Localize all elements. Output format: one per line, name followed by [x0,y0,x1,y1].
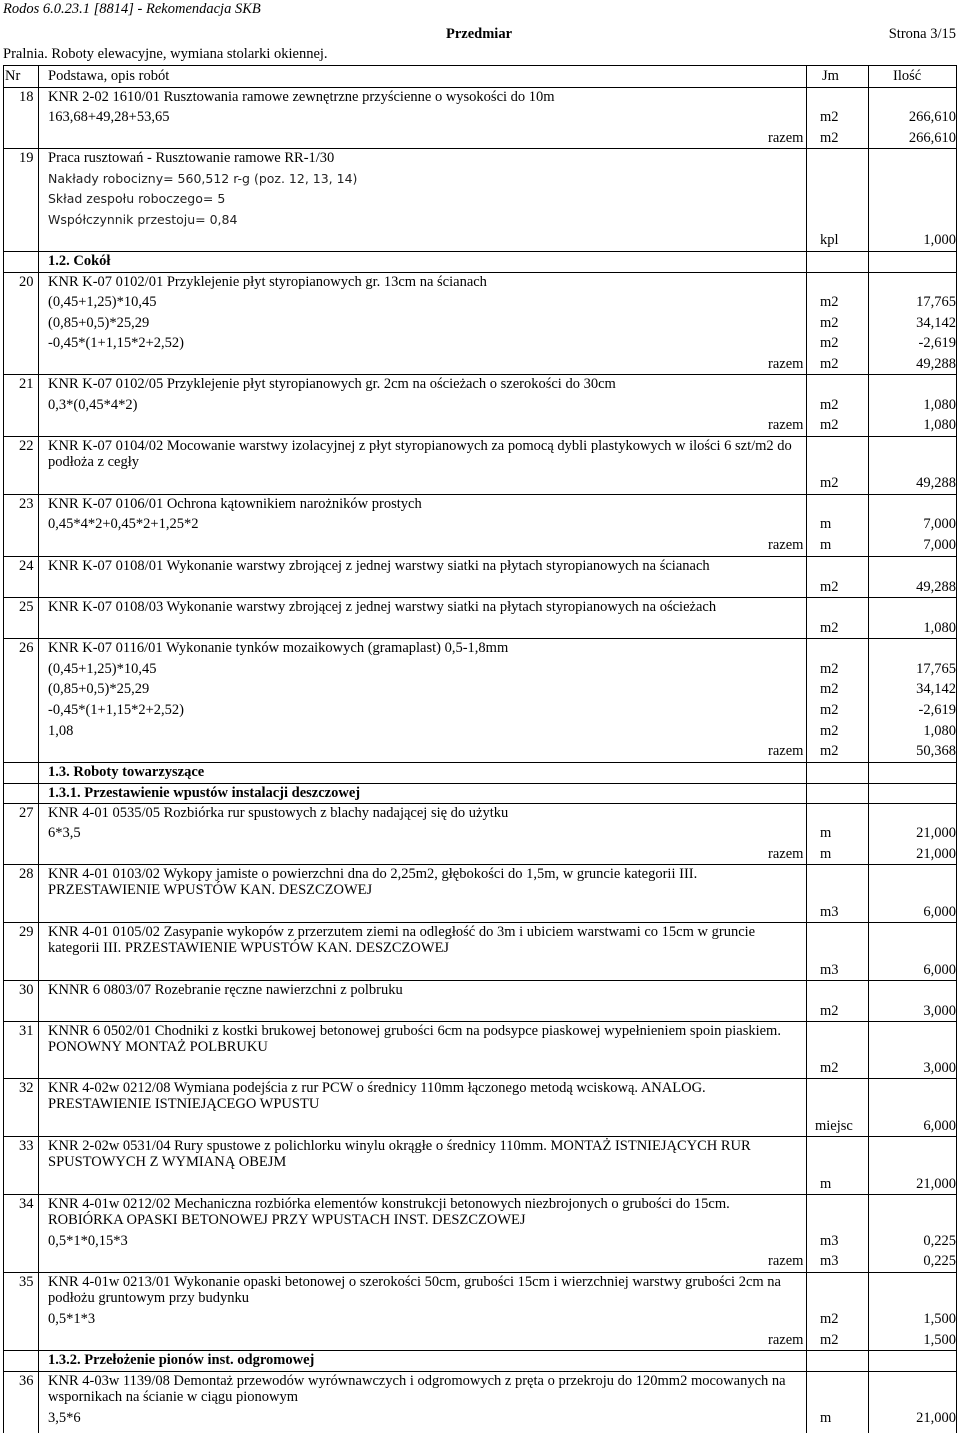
item-number: 24 [19,558,34,574]
row-separator [3,980,956,981]
quantity-value: 0,225 [923,1233,956,1249]
row-separator [3,436,956,437]
item-number: 35 [19,1274,34,1290]
calc-expression: 0,5*1*0,15*3 [48,1233,128,1249]
item-number: 23 [19,496,34,512]
item-description: KNR K-07 0116/01 Wykonanie tynków mozaikowych (gramaplast) 0,5-1,8mm [48,640,509,656]
unit-value: m3 [820,1233,839,1249]
total-label: razem [768,417,804,433]
quantity-value: 7,000 [923,537,956,553]
unit-value: m2 [820,681,839,697]
quantity-value: 1,500 [923,1332,956,1348]
unit-value: m2 [820,315,839,331]
column-border [806,65,807,1433]
section-title: 1.3.2. Przełożenie pionów inst. odgromowej [48,1352,315,1368]
item-description-continued: podłoża z cegły [48,454,139,470]
item-description: KNR 4-01w 0213/01 Wykonanie opaski betonowej o szerokości 50cm, grubości 15cm i wierzchniej warstwy grubości 2cm na [48,1274,781,1290]
item-description: KNR K-07 0102/05 Przyklejenie płyt styropianowych gr. 2cm na ościeżach o szerokości do 30cm [48,376,616,392]
unit-value: m2 [820,109,839,125]
item-number: 26 [19,640,34,656]
row-separator [3,1021,956,1022]
calc-expression: (0,85+0,5)*25,29 [48,315,150,331]
unit-value: m2 [820,294,839,310]
quantity-value: 34,142 [916,315,956,331]
calc-expression: -0,45*(1+1,15*2+2,52) [48,335,184,351]
quantity-value: 6,000 [923,962,956,978]
calc-expression: 0,3*(0,45*4*2) [48,397,138,413]
row-separator [3,638,956,639]
row-separator [3,251,956,252]
total-label: razem [768,537,804,553]
row-separator [3,1272,956,1273]
col-jm-header: Jm [822,68,839,84]
quantity-value: 3,000 [923,1060,956,1076]
item-number: 22 [19,438,34,454]
unit-value: m [820,1410,832,1426]
unit-value: m2 [820,1332,839,1348]
section-title: 1.2. Cokół [48,253,111,269]
item-description: KNR K-07 0104/02 Mocowanie warstwy izolacyjnej z płyt styropianowych za pomocą dybli plastykowych w ilości 6 szt/m2 do [48,438,792,454]
item-number: 19 [19,150,34,166]
unit-value: m3 [820,904,839,920]
section-title: 1.3.1. Przestawienie wpustów instalacji deszczowej [48,785,361,801]
quantity-value: 1,080 [923,397,956,413]
quantity-value: 21,000 [916,1176,956,1192]
column-border [3,65,4,1433]
unit-value: m2 [820,417,839,433]
row-separator [3,272,956,273]
unit-value: m2 [820,661,839,677]
item-number: 31 [19,1023,34,1039]
unit-value: miejsc [815,1118,853,1134]
unit-value: m [820,516,832,532]
row-separator [3,374,956,375]
row-separator [3,494,956,495]
calc-expression: 6*3,5 [48,825,81,841]
item-description: KNR 4-01w 0212/02 Mechaniczna rozbiórka elementów konstrukcji betonowych niezbrojonych o grubości do 15cm. [48,1196,730,1212]
item-number: 34 [19,1196,34,1212]
quantity-value: 7,000 [923,516,956,532]
quantity-value: 49,288 [916,356,956,372]
quantity-value: 0,225 [923,1253,956,1269]
row-separator [3,864,956,865]
item-note: Skład zespołu roboczego= 5 [48,191,226,206]
quantity-value: 6,000 [923,904,956,920]
item-description: KNR 2-02w 0531/04 Rury spustowe z polichlorku winylu okrągłe o średnicy 110mm. MONTAŻ ISTNIEJĄCYCH RUR [48,1138,751,1154]
item-description: Praca rusztowań - Rusztowanie ramowe RR-1/30 [48,150,335,166]
row-separator [3,1350,956,1351]
calc-expression: 0,45*4*2+0,45*2+1,25*2 [48,516,199,532]
item-number: 32 [19,1080,34,1096]
document-subtitle: Pralnia. Roboty elewacyjne, wymiana stolarki okiennej. [3,46,328,62]
page-number: Strona 3/15 [888,26,956,42]
item-description: KNR 4-01 0103/02 Wykopy jamiste o powierzchni dna do 2,25m2, głębokości do 1,5m, w gruncie kategorii III. [48,866,698,882]
quantity-value: 21,000 [916,825,956,841]
unit-value: m2 [820,335,839,351]
item-number: 27 [19,805,34,821]
row-separator [3,922,956,923]
item-number: 20 [19,274,34,290]
item-description: KNR K-07 0106/01 Ochrona kątownikiem narożników prostych [48,496,422,512]
item-description: KNNR 6 0803/07 Rozebranie ręczne nawierzchni z polbruku [48,982,403,998]
calc-expression: 163,68+49,28+53,65 [48,109,170,125]
quantity-value: 1,000 [923,232,956,248]
item-description: KNR K-07 0102/01 Przyklejenie płyt styropianowych gr. 13cm na ścianach [48,274,487,290]
quantity-value: 50,368 [916,743,956,759]
row-separator [3,762,956,763]
item-number: 21 [19,376,34,392]
quantity-value: 1,080 [923,417,956,433]
document-title: Przedmiar [446,26,513,42]
quantity-value: 17,765 [916,661,956,677]
row-separator [3,597,956,598]
item-description-continued: PRZESTAWIENIE WPUSTÓW KAN. DESZCZOWEJ [48,882,373,898]
unit-value: m3 [820,1253,839,1269]
unit-value: m2 [820,702,839,718]
item-description: KNNR 6 0502/01 Chodniki z kostki brukowej betonowej grubości 6cm na podsypce piaskowej wypełnieniem spoin piaskiem. [48,1023,781,1039]
item-number: 25 [19,599,34,615]
quantity-value: 49,288 [916,475,956,491]
section-title: 1.3. Roboty towarzyszące [48,764,205,780]
item-number: 33 [19,1138,34,1154]
row-separator [3,87,956,88]
unit-value: m2 [820,579,839,595]
unit-value: kpl [820,232,839,248]
unit-value: m [820,825,832,841]
quantity-value: -2,619 [918,702,956,718]
total-label: razem [768,846,804,862]
item-description-continued: PONOWNY MONTAŻ POLBRUKU [48,1039,268,1055]
total-label: razem [768,1332,804,1348]
item-description-continued: ROBIÓRKA OPASKI BETONOWEJ PRZY WPUSTACH INST. DESZCZOWEJ [48,1212,526,1228]
calc-expression: (0,45+1,25)*10,45 [48,294,157,310]
row-separator [3,1194,956,1195]
unit-value: m2 [820,1003,839,1019]
unit-value: m2 [820,1060,839,1076]
calc-expression: 3,5*6 [48,1410,81,1426]
row-separator [3,1136,956,1137]
item-note: Nakłady robocizny= 560,512 r-g (poz. 12, 13, 14) [48,171,358,186]
item-description-continued: PRESTAWIENIE ISTNIEJĄCEGO WPUSTU [48,1096,320,1112]
row-separator [3,1371,956,1372]
calc-expression: (0,45+1,25)*10,45 [48,661,157,677]
quantity-value: 49,288 [916,579,956,595]
quantity-value: 1,500 [923,1311,956,1327]
unit-value: m2 [820,743,839,759]
quantity-value: 34,142 [916,681,956,697]
item-description: KNR 4-02w 0212/08 Wymiana podejścia z rur PCW o średnicy 110mm łączonego metodą wciskową. ANALOG. [48,1080,706,1096]
quantity-value: 6,000 [923,1118,956,1134]
unit-value: m2 [820,130,839,146]
quantity-value: 3,000 [923,1003,956,1019]
quantity-value: 266,610 [908,130,956,146]
calc-expression: (0,85+0,5)*25,29 [48,681,150,697]
unit-value: m2 [820,1311,839,1327]
item-description: KNR 2-02 1610/01 Rusztowania ramowe zewnętrzne przyścienne o wysokości do 10m [48,89,555,105]
quantity-value: 1,080 [923,620,956,636]
unit-value: m2 [820,723,839,739]
row-separator [3,1078,956,1079]
quantity-value: 21,000 [916,1410,956,1426]
row-separator [3,783,956,784]
quantity-value: 21,000 [916,846,956,862]
item-description-continued: SPUSTOWYCH Z WYMIANĄ OBEJM [48,1154,287,1170]
unit-value: m [820,1176,832,1192]
row-separator [3,803,956,804]
col-qty-header: Ilość [893,68,922,84]
total-label: razem [768,1253,804,1269]
item-description: KNR K-07 0108/03 Wykonanie warstwy zbrojącej z jednej warstwy siatki na płytach styropianowych na ościeżach [48,599,717,615]
total-label: razem [768,356,804,372]
unit-value: m2 [820,397,839,413]
item-number: 28 [19,866,34,882]
table-top-border [3,65,956,66]
item-number: 29 [19,924,34,940]
item-note: Współczynnik przestoju= 0,84 [48,212,238,227]
quantity-value: 17,765 [916,294,956,310]
quantity-value: 1,080 [923,723,956,739]
calc-expression: 0,5*1*3 [48,1311,96,1327]
item-number: 18 [19,89,34,105]
item-description: KNR 4-01 0535/05 Rozbiórka rur spustowych z blachy nadającej się do użytku [48,805,509,821]
item-number: 36 [19,1373,34,1389]
item-description-continued: kategorii III. PRZESTAWIENIE WPUSTÓW KAN. DESZCZOWEJ [48,940,450,956]
col-desc-header: Podstawa, opis robót [48,68,170,84]
item-description: KNR 4-01 0105/02 Zasypanie wykopów z przerzutem ziemi na odległość do 3m i ubiciem warstwami co 15cm w gruncie [48,924,756,940]
column-border [956,65,957,1433]
unit-value: m2 [820,356,839,372]
total-label: razem [768,743,804,759]
item-description-continued: wspornikach na ścianie w ciągu pionowym [48,1389,299,1405]
unit-value: m [820,846,832,862]
unit-value: m [820,537,832,553]
calc-expression: -0,45*(1+1,15*2+2,52) [48,702,184,718]
column-border [868,65,869,1433]
item-description: KNR 4-03w 1139/08 Demontaż przewodów wyrównawczych i odgromowych z pręta o przekroju do 120mm2 mocowanych na [48,1373,786,1389]
app-title: Rodos 6.0.23.1 [8814] - Rekomendacja SKB [3,1,261,17]
column-border [38,65,39,1433]
row-separator [3,148,956,149]
total-label: razem [768,130,804,146]
unit-value: m2 [820,620,839,636]
col-nr-header: Nr [5,68,21,84]
row-separator [3,556,956,557]
calc-expression: 1,08 [48,723,74,739]
unit-value: m2 [820,475,839,491]
quantity-value: 266,610 [908,109,956,125]
unit-value: m3 [820,962,839,978]
item-description: KNR K-07 0108/01 Wykonanie warstwy zbrojącej z jednej warstwy siatki na płytach styropianowych na ścianach [48,558,710,574]
quantity-value: -2,619 [918,335,956,351]
item-description-continued: podłożu gruntowym przy budynku [48,1290,249,1306]
item-number: 30 [19,982,34,998]
